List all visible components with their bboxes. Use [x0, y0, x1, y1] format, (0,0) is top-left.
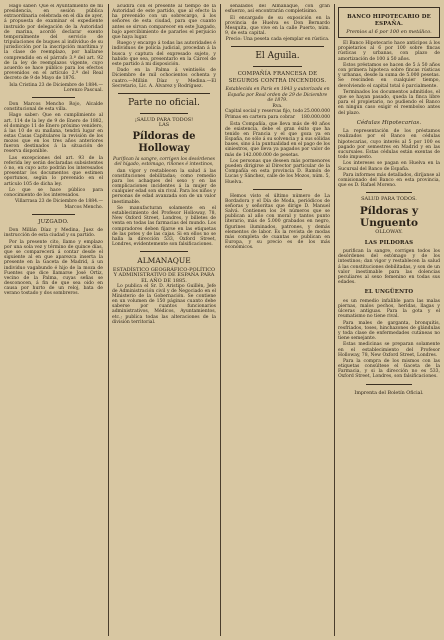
banco-box	[338, 7, 440, 38]
ad-paragraph: Estos préstamos se hacen de 5 á 50 años con primera hipoteca sobre fincas rústicas y urbanas, desde la suma de 5.000 pesetas. Se rescinden en cualquier tiempo, devolviendo el capital total ó parcialmente.	[338, 62, 440, 89]
section-heading-juzgado: JUZGADO.	[38, 218, 69, 225]
notice-paragraph: Lo que se hace público para conocimiento de los interesados.	[4, 187, 103, 199]
ad-title-pildoras-unguento: Píldoras y Unguento	[359, 205, 419, 230]
ad-label: Rva.	[272, 104, 283, 110]
ad-price: Precio: Una peseta cada ejemplar en rústica.	[225, 37, 330, 43]
column-3	[225, 4, 330, 636]
notice-paragraph: Don Marcos Mencho Rojo, Alcalde constitucional de esta villa.	[4, 101, 103, 112]
column-4	[338, 4, 440, 636]
notice-paragraph: Las excepciones del art. 93 de la referida ley serán declaradas subsistentes ó no, en cuyo acto podrán los interesados presentar los documentos que estimen oportunos, según lo prevenido en el artículo 105 de dicha ley.	[4, 155, 103, 187]
ad-paragraph: Para informes más detallados, diríjanse al comisionado del Banco en esta provincia, que es D. Rafael Moreno.	[338, 172, 440, 189]
ad-paragraph: El Banco Hipotecario hace anticipos á los propietarios al 6 por 100 sobre fincas rústicas y urbanas, con plazo de amortización de 100 á 50 años.	[338, 41, 440, 62]
ad-brand: OLLOWAY.	[375, 229, 403, 236]
notice-paragraph: Por la presente cito, llamo y emplazo por una sola vez y término de quince días, que se comparecerá á contar desde el siguiente al en que aparezca inserta la presente en la Gaceta de Madrid, á un individuo vagabundo é hijo de la moza de Fuentes que dice llamarse José Ortiz, vecino de la Palma, cuyas señas se desconocen, á fin de que sea oido en causa por hurto de un reloj, bata de verano tostado y dos sombreros.	[4, 239, 103, 297]
ad-paragraph: es un remedio infalible para las malas piernas, malos pechos, heridas, llagas y úlceras antiguas. Para la gota y el reumatismo no tiene rival.	[338, 298, 440, 320]
column-2	[112, 4, 216, 636]
ad-tagline: SALUD PARA TODOS.	[361, 196, 417, 203]
divider	[140, 113, 188, 114]
divider	[32, 97, 75, 98]
notice-signature: Isla Cristina 23 de Diciembre de 1884.—Lorenzo Pascual.	[9, 82, 103, 93]
column-rule	[108, 4, 109, 636]
capital-value: 25.000.000	[303, 109, 330, 115]
ad-subtitle: Purifican la sangre, corrigen los desórdenes del hígado, estómago, riñones é intestinos,	[113, 157, 215, 168]
column-rule	[220, 4, 221, 636]
ad-subtitle: ESTADÍSTICO GEOGRÁFICO-POLÍTICO Y ADMINISTRATIVO DE ESPAÑA PARA EL AÑO DE 1885.	[112, 267, 216, 284]
primas-label: Primas en cartera para cobrar	[225, 115, 296, 121]
ad-paragraph: Terminados los documentos admitidos, el que se hayan pasado, queda la finca libre para el propietario, no pudiendo el Banco en ningún caso exigir el reembolso antes del plazo.	[338, 89, 440, 116]
ad-subtitle: Premios al 6 por 100 en metálico.	[346, 29, 432, 35]
ad-tagline: ¡SALUD PARA TODOS!	[134, 116, 194, 123]
column-rule	[334, 4, 335, 636]
ad-paragraph: Lo publica el Sr. D. Aristipo Guillén, Jefe de Administración civil y de Negociado en el Ministerio de la Gobernación. Se contiene en un volumen de 150 páginas cuanto debe saberse por cuantos funcionarios administrativos, Médicos, Ayuntamientos, etc.; publica todas las alteraciones de la división territorial.	[112, 283, 216, 325]
ad-paragraph: Esta Compañía, que lleva más de 40 años de existencia, debe el gran éxito que ha tenido en Francia y el que goza ya en España, no sólo á su solvencia y á sus sólidas bases, sino á la puntualidad en el pago de los siniestros, que lleva ya pagados por valor de más de 142.000.000 de pesetas.	[225, 121, 330, 158]
ad-paragraph: Los intereses se pagan en Huelva en la Sucursal del Banco de España.	[338, 161, 440, 172]
notice-paragraph: Don Millán Díaz y Medina, Juez de instrucción de esta ciudad y su partido.	[4, 228, 103, 239]
ad-subheading: EL UNGÜENTO	[364, 289, 414, 296]
section-heading-cedulas: Cédulas Hipotecarias.	[356, 119, 422, 126]
notice-signature: Dado en la Palma á veintiséis de Diciembre de mil ochocientos ochenta y cuatro.—Millán Díaz y Medina.—El Secretario, Lic. A. Álvarez y Rodríguez.	[112, 68, 216, 89]
primas-row	[225, 115, 330, 120]
ad-title-pildoras-holloway: Píldoras de Holloway	[132, 131, 196, 155]
ad-title-almanaque: ALMANAQUE	[137, 256, 191, 266]
notice-paragraph: acudirá con el presente al tiempo de la Autoridad de este partido, que al efecto la ha prevenido con un sobrecargo, á los señores de esta ciudad, para que cuanto antes se sirvan comparecer en este Juzgado, bajo apercibimiento de pararles el perjuicio que haya lugar.	[112, 4, 216, 40]
ad-paragraph: Para la compra de los mismos con las etiquetas consúltese el Gaceta de la Farmacia, y si la dirección no es 533, Oxford Street, Londres, son falsificaciones.	[338, 359, 440, 380]
ad-title-banco: BANCO HIPOTECARIO DE ESPAÑA.	[347, 14, 431, 27]
ad-paragraph: señalados del Almanaque, con gran esfuerzo, así encontrarán completísimo.	[225, 4, 330, 15]
ad-paragraph: Estas medicinas se preparan solamente en el establecimiento del Profesor Holloway, 78, New Oxford Street, Londres.	[338, 342, 440, 358]
ad-paragraph: Los personas que deseen más pormenores pueden dirigirse al Director particular de la Compañía en esta provincia D. Ramón de Lucas y Sánchez, calle de los Mozos, núm. 5, Huelva.	[225, 158, 330, 185]
notice-paragraph: Ruego y encargo á todas las autoridades é individuos de policía judicial, procedan á la busca y captura del expresado sujeto, y habido que sea, presentarlo en la Cárcel de este partido á mi disposición.	[112, 41, 216, 67]
ad-subtitle-compania: COMPAÑÍA FRANCESA DE SEGUROS CONTRA INCENDIOS.	[228, 71, 327, 84]
divider	[32, 214, 75, 215]
notice-paragraph: Hago saber: Que el Ayuntamiento de mi presidencia, en sesión pública extraordinaria celebrada en el día de ayer, á propuesta de examinar el expediente instruido por delegación de la Autoridad de marina, acordó declarar exento temporalmente del servicio de tripulaciones de buques al individuo de su jurisdicción por la inscripción marítima y la clase de reemplazo, por hallarse comprendido en el párrafo 3.º del art. 92 de la ley de reemplazos vigente, cuyo acuerdo se hace público para los efectos prevenidos en el artículo 2.º del Real decreto de 9 de Mayo de 1876.	[4, 4, 103, 82]
ad-subheading: LAS PILDORAS	[364, 239, 414, 246]
ad-paragraph: Para males de garganta, bronquitis, resfriados, toses, hinchazones de glándulas y toda clase de enfermedades cutáneas no tiene semejante.	[338, 320, 440, 341]
ad-paragraph: Se manufacturan solamente en el establecimiento del Profesor Holloway, 78, New Oxford Street, Londres, y billetes de venta en todas las farmacias del mundo. Los compradores deben fijarse en las etiquetas de las potes y de las cajas. Si en ellos no se halla la dirección 533, Oxford Street, Londres, evidentemente son falsificaciones.	[112, 205, 216, 248]
ad-article: LAS	[158, 122, 170, 129]
primas-value: 180.000.000	[301, 115, 330, 121]
ad-established: Establecida en París en 1843 y autorizada en España por Real orden de 29 de Diciembre de 1879.	[225, 87, 330, 103]
column-1	[4, 4, 103, 636]
ad-paragraph: purifican la sangre, corrigen todos los desórdenes del estómago y de los intestinos; dan vigor y restablecen la salud á las constituciones debilitadas, y son de un valor inestimable para las dolencias peculiares al sexo femenino en todas sus edades.	[338, 249, 440, 286]
divider	[253, 66, 302, 67]
capital-row	[225, 109, 330, 114]
ad-paragraph: La representación de los préstamos realizados por el Banco en cédulas hipotecarias, cuyo interés al 5 por 100 es pagado por semestres en Madrid y en las sucursales. Estas cédulas están exentas de todo impuesto.	[338, 129, 440, 160]
divider	[366, 384, 412, 385]
divider	[253, 189, 302, 190]
divider	[231, 46, 324, 47]
capital-label: Capital social y reservas fijo, todo	[225, 109, 304, 115]
divider	[366, 192, 412, 193]
section-heading-parte-no-oficial: Parte no oficial.	[128, 97, 200, 108]
divider	[118, 93, 210, 94]
notice-paragraph: Hago saber: Que en cumplimiento al art. 114 de la ley de 9 de Enero de 1882, el domingo 11 de Enero próximo venidero, á las 10 de su mañana, tendrá lugar en estas Casas Capitulares la revisión de los mozos que en los tres años anteriores fueron destinados á la situación de reserva disponible.	[4, 113, 103, 155]
divider	[140, 251, 188, 252]
ad-paragraph: dan vigor y restablecen la salud á las constituciones debilitadas; como remedio para los achaques del sexo y en las complicaciones incidentes á la mujer de cualquier edad son sin rival. Para los niños y personas de edad avanzada son de un valor inestimable.	[112, 168, 216, 205]
notice-signature: Villarrasa 23 de Diciembre de 1884.—Marcos Mencho.	[14, 199, 103, 210]
ad-paragraph: El encargado de su exposición en la provincia de Huelva es Don Bernardo Mesquita, que vive en la calle Puerto, núm. 9, de esta capital.	[225, 15, 330, 36]
imprint-footer: Imprenta del Boletín Oficial.	[354, 390, 424, 396]
ad-title-el-aguila: El Aguila.	[255, 51, 300, 62]
review-paragraph: Hemos visto el último número de La Bordadora y el Día de Moda, periódicos de señoras y señoritas que dirige D. Manuel Salvá. Contienen los 24 números que se publican al año con moral y tantos punto literario, más de 5.000 grabados en negro, figurines iluminados, patrones, y demás elementos de labor. Es la revista de modas más completa de cuantas se publican en Europa, y su precio es de los más económicos.	[225, 193, 330, 251]
